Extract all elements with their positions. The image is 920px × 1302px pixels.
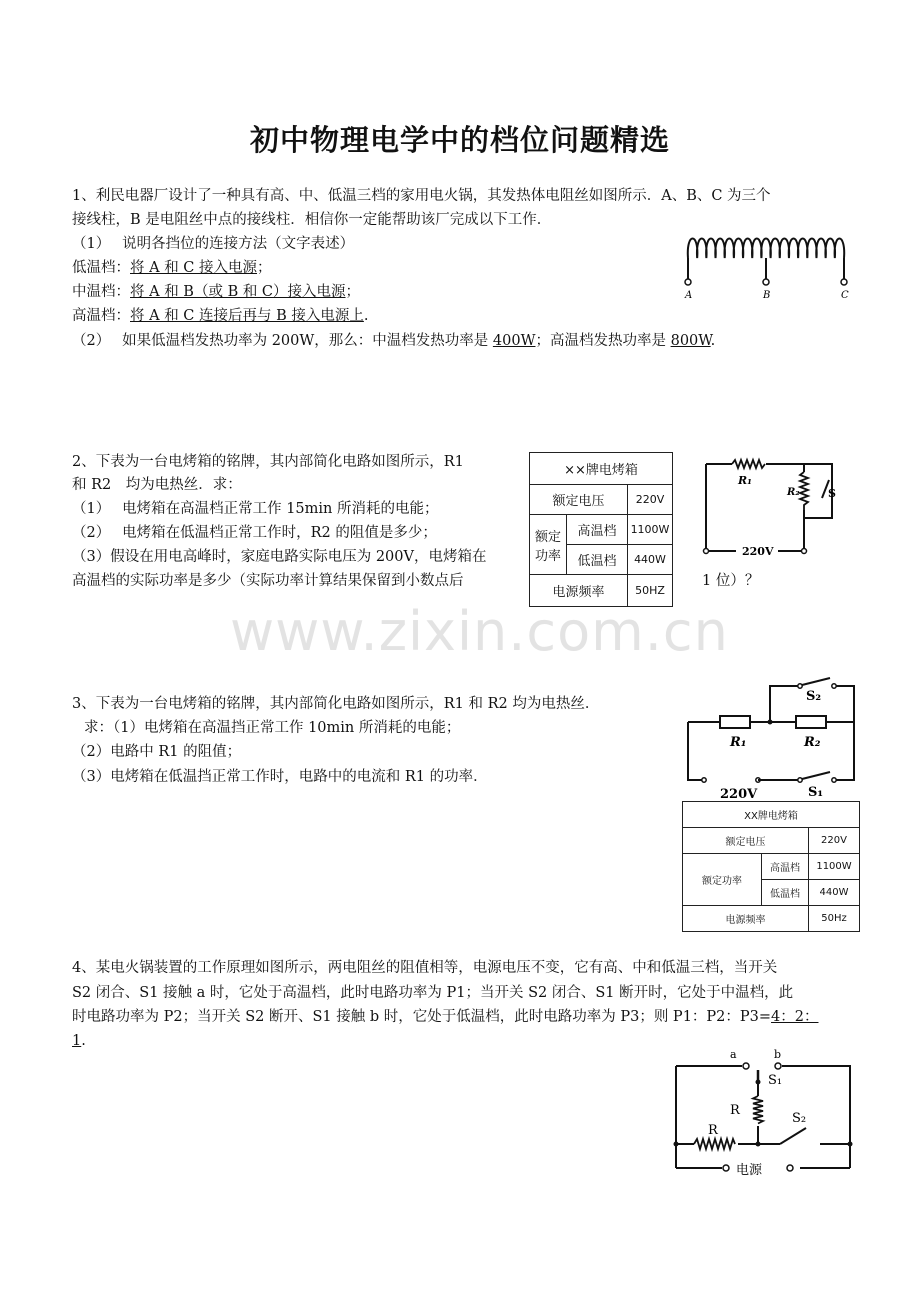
q3-terminal-left <box>702 778 706 782</box>
q2-r1-resistor <box>732 460 765 468</box>
q4-line4 <box>72 1031 86 1051</box>
q3-rated-voltage-label: 额定电压 <box>683 828 809 854</box>
q4-label-a: a <box>730 1048 737 1061</box>
q2-table-title: ××牌电烤箱 <box>530 453 673 485</box>
q2-terminal-left <box>704 549 709 554</box>
q4-line3-text: 时电路功率为 P2；当开关 S2 断开、S1 接触 b 时，它处于低温档，此时电路功率为 P3；则 P1：P2：P3= <box>72 1009 772 1025</box>
q3-label-voltage: 220V <box>720 787 758 800</box>
q1-low-answer: 将 A 和 C 接入电源 <box>130 260 258 276</box>
q4-label-r-vertical: R <box>730 1103 740 1118</box>
q2-line5: （3）假设在用电高峰时，家庭电路实际电压为 200V，电烤箱在 <box>72 549 487 565</box>
q3-r1-resistor <box>720 716 750 728</box>
q1-sub2-answer-1: 400W <box>492 333 536 349</box>
q1-sub1: （1） 说明各挡位的连接方法（文字表述） <box>72 236 355 252</box>
q1-terminal-c <box>841 279 847 285</box>
q4-line2: S2 闭合、S1 接触 a 时，它处于高温档，此时电路功率为 P1；当开关 S2 闭合、S1 断开时，它处于中温档，此 <box>72 985 794 1001</box>
q3-label-s1: S₁ <box>808 785 824 800</box>
q3-line3: （2）电路中 R1 的阻值； <box>72 744 242 760</box>
q1-intro-line1: 1、利民电器厂设计了一种具有高、中、低温三档的家用电火锅，其发热体电阻丝如图所示．A、B、C 为三个 <box>72 188 771 204</box>
q2-line6-end: 1 位）？ <box>702 573 760 589</box>
q2-high-value: 1100W <box>628 515 673 545</box>
q2-nameplate-table <box>529 452 673 607</box>
q1-coil-turns <box>688 239 844 259</box>
q2-rated-voltage-label: 额定电压 <box>530 485 628 515</box>
q2-freq-label: 电源频率 <box>530 575 628 607</box>
q3-freq-value: 50Hz <box>809 906 860 932</box>
q1-low-label: 低温档： <box>72 260 130 276</box>
q3-switch-s2 <box>802 678 830 685</box>
q4-r-horizontal <box>694 1139 735 1149</box>
q4-source-terminal-right <box>787 1165 793 1171</box>
q2-rated-voltage-value: 220V <box>628 485 673 515</box>
q4-label-b: b <box>774 1048 782 1061</box>
q4-line4-end: . <box>81 1033 86 1049</box>
q4-contact-a <box>743 1063 749 1069</box>
q4-label-r-horizontal: R <box>708 1123 718 1138</box>
q2-r2-resistor <box>800 472 808 510</box>
q3-low-value: 440W <box>809 880 860 906</box>
q4-r-vertical <box>753 1096 763 1124</box>
q2-circuit-diagram <box>696 452 836 562</box>
q1-sub2-text-c: . <box>710 333 716 349</box>
q1-sub2 <box>72 331 715 351</box>
q4-junction-mid <box>756 1142 761 1147</box>
q1-label-b: B <box>763 290 771 300</box>
q1-high-end: . <box>363 308 369 324</box>
q2-wires <box>706 464 804 551</box>
q2-line6: 高温档的实际功率是多少（实际功率计算结果保留到小数点后 <box>72 573 464 589</box>
q1-high-row <box>72 306 369 326</box>
q1-sub2-answer-2: 800W <box>670 333 711 349</box>
q3-label-r2: R₂ <box>804 735 821 750</box>
q2-label-voltage: 220V <box>742 545 774 558</box>
q1-terminal-b <box>763 279 769 285</box>
q2-low-value: 440W <box>628 545 673 575</box>
q4-line1: 4、某电火锅装置的工作原理如图所示，两电阻丝的阻值相等，电源电压不变，它有高、中和低温三档，当开关 <box>72 960 778 976</box>
q4-contact-b <box>775 1063 781 1069</box>
q1-sub2-text-b: ；高温档发热功率是 <box>535 333 671 349</box>
q1-low-row <box>72 258 272 278</box>
q4-line3 <box>72 1007 818 1027</box>
q2-label-r1: R₁ <box>738 474 752 487</box>
q4-answer-part2: 1 <box>72 1033 82 1049</box>
q4-label-source: 电源 <box>736 1163 763 1178</box>
q3-line1: 3、下表为一台电烤箱的铭牌，其内部简化电路如图所示，R1 和 R2 均为电热丝． <box>72 696 600 712</box>
q3-low-label: 低温档 <box>762 880 809 906</box>
q2-freq-value: 50HZ <box>628 575 673 607</box>
watermark: www.zixin.com.cn <box>230 600 729 663</box>
q4-answer-part1: 4：2： <box>771 1009 819 1025</box>
q3-s1-contact-right <box>832 778 836 782</box>
q2-rated-power-label: 额定功率 <box>530 515 567 575</box>
q3-wires <box>688 686 854 780</box>
q3-table-title: XX牌电烤箱 <box>683 802 860 828</box>
q3-high-label: 高温档 <box>762 854 809 880</box>
q3-junction <box>768 720 773 725</box>
q2-line3: （1） 电烤箱在高温档正常工作 15min 所消耗的电能； <box>72 501 439 517</box>
q3-s2-contact-right <box>832 684 836 688</box>
q2-line2: 和 R2 均为电热丝．求： <box>72 477 242 493</box>
q1-mid-end: ； <box>345 284 361 300</box>
q1-mid-answer: 将 A 和 B（或 B 和 C）接入电源 <box>130 284 346 300</box>
q2-low-label: 低温档 <box>567 545 628 575</box>
q3-r2-resistor <box>796 716 826 728</box>
q4-label-s1: S₁ <box>768 1073 783 1088</box>
q1-sub2-text-a: （2） 如果低温档发热功率为 200W，那么：中温档发热功率是 <box>72 333 493 349</box>
q2-line4: （2） 电烤箱在低温档正常工作时，R2 的阻值是多少； <box>72 525 437 541</box>
q3-switch-s1 <box>802 772 830 779</box>
q4-source-terminal-left <box>723 1165 729 1171</box>
q3-nameplate-table <box>682 801 860 932</box>
q3-circuit-diagram <box>684 676 860 800</box>
q3-s2-contact-left <box>798 684 802 688</box>
q3-high-value: 1100W <box>809 854 860 880</box>
q1-high-label: 高温档： <box>72 308 130 324</box>
q3-rated-voltage-value: 220V <box>809 828 860 854</box>
q1-coil-diagram <box>676 228 856 300</box>
q2-label-s: S <box>828 487 836 500</box>
q3-label-r1: R₁ <box>730 735 747 750</box>
q1-low-end: ； <box>257 260 272 276</box>
q2-terminal-right <box>802 549 807 554</box>
q4-label-s2: S₂ <box>792 1111 807 1126</box>
q1-terminal-a <box>685 279 691 285</box>
q1-mid-label: 中温档： <box>72 284 130 300</box>
q3-s1-contact-left <box>798 778 802 782</box>
q4-junction-left <box>674 1142 679 1147</box>
q1-label-a: A <box>685 290 693 300</box>
q4-s1-pivot <box>756 1080 761 1085</box>
q4-switch-s2 <box>780 1128 806 1144</box>
q4-junction-right <box>848 1142 853 1147</box>
q2-high-label: 高温档 <box>567 515 628 545</box>
q3-line4: （3）电烤箱在低温挡正常工作时，电路中的电流和 R1 的功率． <box>72 769 488 785</box>
q1-mid-row <box>72 282 360 302</box>
q3-line2: 求：（1）电烤箱在高温挡正常工作 10min 所消耗的电能； <box>84 720 461 736</box>
q1-label-c: C <box>841 290 849 300</box>
q1-intro-line2: 接线柱，B 是电阻丝中点的接线柱．相信你一定能帮助该厂完成以下工作． <box>72 212 552 228</box>
q4-circuit-diagram <box>664 1048 860 1188</box>
page-title: 初中物理电学中的档位问题精选 <box>249 123 670 157</box>
q1-high-answer: 将 A 和 C 连接后再与 B 接入电源上 <box>130 308 364 324</box>
q3-rated-power-label: 额定功率 <box>683 854 762 906</box>
q3-label-s2: S₂ <box>806 689 822 704</box>
q3-freq-label: 电源频率 <box>683 906 809 932</box>
q4-wires <box>676 1066 850 1168</box>
q2-line1: 2、下表为一台电烤箱的铭牌，其内部简化电路如图所示，R1 <box>72 454 464 470</box>
q2-label-r2: R₂ <box>787 487 800 498</box>
